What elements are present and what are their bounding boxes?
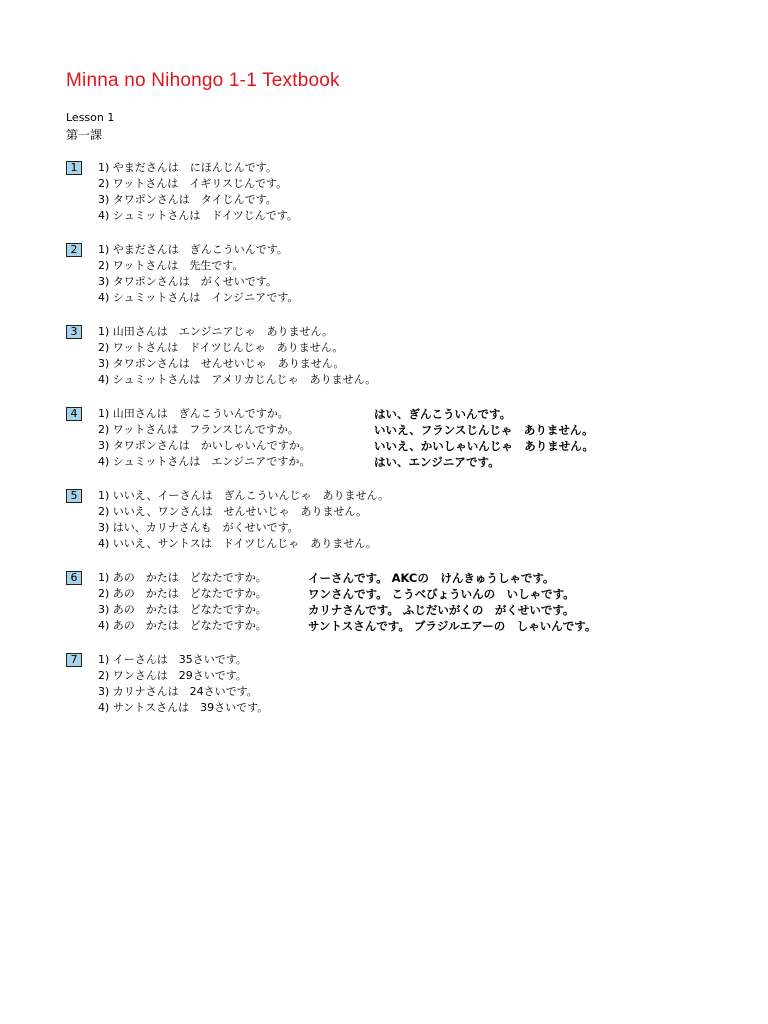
exercise-sentence: 3) あの かたは どなたですか。 (98, 603, 267, 616)
exercise-sentence: 3) タワポンさんは かいしゃいんですか。 (98, 439, 311, 452)
lesson-label: Lesson 1 (66, 111, 115, 124)
exercise-answer: はい、エンジニアです。 (374, 455, 500, 469)
exercise-answer: ワンさんです。 こうべびょういんの いしゃです。 (308, 587, 575, 601)
exercise-sentence: 4) サントスさんは 39さいです。 (98, 701, 269, 714)
exercise-sentence: 2) ワットさんは フランスじんですか。 (98, 423, 299, 436)
exercise-sentence: 2) ワンさんは 29さいです。 (98, 669, 247, 682)
lesson-label-japanese: 第一課 (66, 128, 103, 142)
exercise-sentence: 4) いいえ、サントスは ドイツじんじゃ ありません。 (98, 537, 377, 550)
exercise-sentence: 2) いいえ、ワンさんは せんせいじゃ ありません。 (98, 505, 368, 518)
exercise-answer: サントスさんです。 ブラジルエアーの しゃいんです。 (308, 619, 597, 633)
exercise-sentence: 3) カリナさんは 24さいです。 (98, 685, 258, 698)
section-number-badge: 7 (66, 653, 82, 667)
exercise-sentence: 1) あの かたは どなたですか。 (98, 571, 267, 584)
exercise-sentence: 1) 山田さんは ぎんこういんですか。 (98, 407, 289, 420)
exercise-sentence: 4) シュミットさんは インジニアです。 (98, 291, 299, 304)
exercise-sentence: 1) いいえ、イーさんは ぎんこういんじゃ ありません。 (98, 489, 390, 502)
exercise-sentence: 3) タワポンさんは タイじんです。 (98, 193, 277, 206)
exercise-answer: はい、ぎんこういんです。 (374, 407, 512, 421)
exercise-sentence: 3) タワポンさんは がくせいです。 (98, 275, 277, 288)
exercise-sentence: 4) あの かたは どなたですか。 (98, 619, 267, 632)
exercise-sentence: 1) やまださんは にほんじんです。 (98, 161, 277, 174)
section-number-badge: 3 (66, 325, 82, 339)
page-title: Minna no Nihongo 1-1 Textbook (66, 70, 340, 91)
exercise-sentence: 2) ワットさんは ドイツじんじゃ ありません。 (98, 341, 344, 354)
section-number-badge: 1 (66, 161, 82, 175)
exercise-sentence: 1) イーさんは 35さいです。 (98, 653, 247, 666)
exercise-answer: いいえ、かいしゃいんじゃ ありません。 (374, 439, 594, 453)
exercise-sentence: 1) 山田さんは エンジニアじゃ ありません。 (98, 325, 334, 338)
exercise-sentence: 3) タワポンさんは せんせいじゃ ありません。 (98, 357, 345, 370)
section-number-badge: 2 (66, 243, 82, 257)
section-number-badge: 6 (66, 571, 82, 585)
exercise-answer: いいえ、フランスじんじゃ ありません。 (374, 423, 594, 437)
exercise-sentence: 4) シュミットさんは ドイツじんです。 (98, 209, 298, 222)
exercise-sentence: 3) はい、カリナさんも がくせいです。 (98, 521, 299, 534)
exercise-answer: イーさんです。 AKCの けんきゅうしゃです。 (308, 571, 555, 585)
section-number-badge: 5 (66, 489, 82, 503)
exercise-sentence: 2) あの かたは どなたですか。 (98, 587, 267, 600)
exercise-sentence: 4) シュミットさんは エンジニアですか。 (98, 455, 311, 468)
exercise-sentence: 2) ワットさんは イギリスじんです。 (98, 177, 288, 190)
exercise-sentence: 1) やまださんは ぎんこういんです。 (98, 243, 288, 256)
exercise-sentence: 2) ワットさんは 先生です。 (98, 259, 244, 272)
section-number-badge: 4 (66, 407, 82, 421)
exercise-answer: カリナさんです。 ふじだいがくの がくせいです。 (308, 603, 575, 617)
exercise-sentence: 4) シュミットさんは アメリカじんじゃ ありません。 (98, 373, 377, 386)
